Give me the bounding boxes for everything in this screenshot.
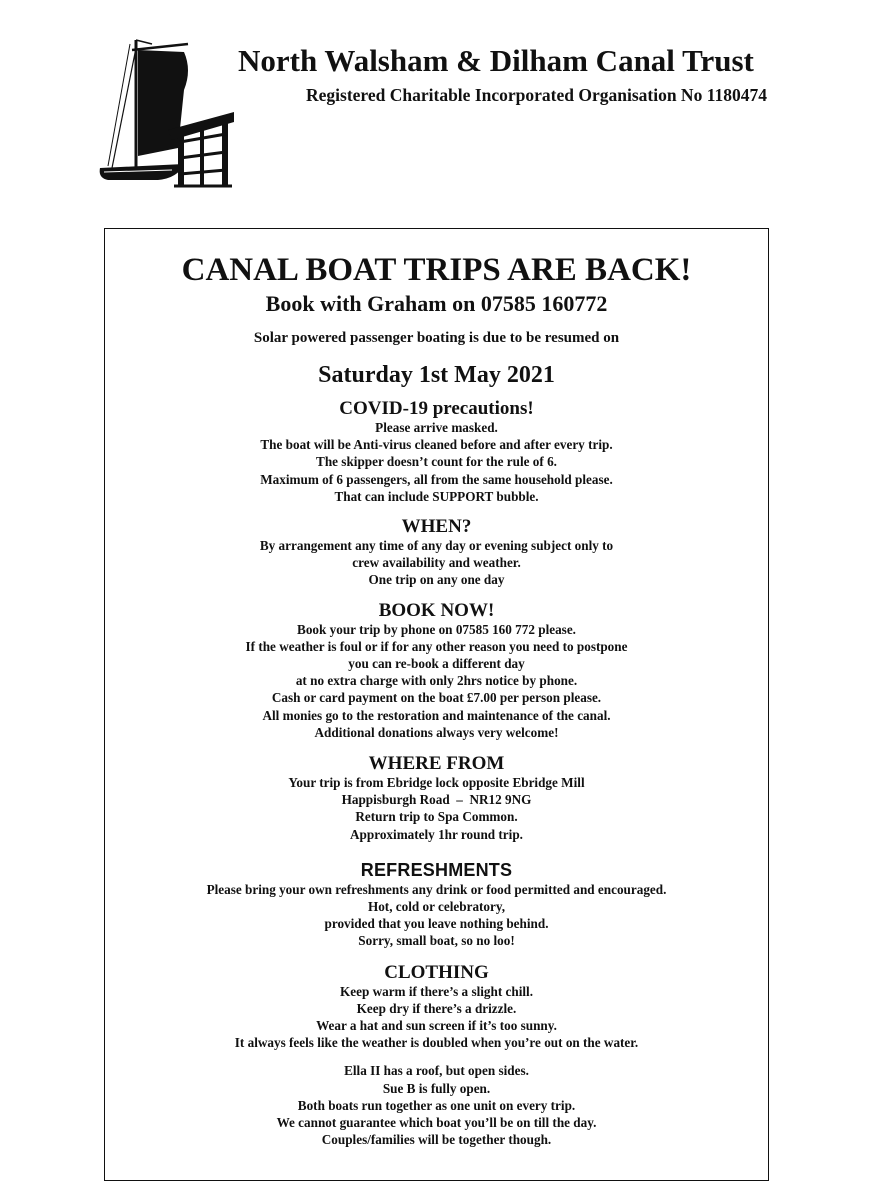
- section-line: you can re-book a different day: [348, 656, 525, 672]
- section-title: REFRESHMENTS: [360, 859, 513, 880]
- section-covid: [105, 398, 768, 505]
- booking-phone-line: Book with Graham on 07585 160772: [265, 291, 608, 316]
- section-line: It always feels like the weather is doubled when you’re out on the water.: [234, 1035, 639, 1051]
- section-line: provided that you leave nothing behind.: [324, 916, 549, 932]
- boats-line: Ella II has a roof, but open sides.: [344, 1063, 529, 1079]
- section-when: [105, 516, 768, 589]
- section-line: Additional donations always very welcome!: [314, 724, 559, 740]
- section-title: CLOTHING: [384, 961, 489, 983]
- section-refreshments: [105, 860, 768, 950]
- section-line: Maximum of 6 passengers, all from the same household please.: [260, 471, 613, 487]
- organisation-name: North Walsham & Dilham Canal Trust: [238, 43, 754, 78]
- section-title: BOOK NOW!: [378, 599, 495, 621]
- section-where-from: [105, 753, 768, 843]
- section-line: Cash or card payment on the boat £7.00 per person please.: [271, 690, 602, 706]
- boats-line: Sue B is fully open.: [382, 1080, 491, 1096]
- section-line: Please arrive masked.: [375, 420, 498, 435]
- section-line: Sorry, small boat, so no loo!: [358, 933, 515, 949]
- intro-text: Solar powered passenger boating is due to be resumed on: [253, 330, 620, 346]
- section-boats-note: [105, 1062, 768, 1148]
- section-line: The skipper doesn’t count for the rule of 6.: [316, 454, 557, 470]
- section-line: All monies go to the restoration and maintenance of the canal.: [262, 707, 611, 723]
- section-line: Return trip to Spa Common.: [355, 809, 518, 825]
- boats-line: We cannot guarantee which boat you’ll be on till the day.: [276, 1115, 597, 1131]
- resume-date: Saturday 1st May 2021: [318, 362, 555, 388]
- section-line: at no extra charge with only 2hrs notice by phone.: [295, 673, 578, 689]
- section-line: That can include SUPPORT bubble.: [334, 488, 539, 504]
- flyer-headline: CANAL BOAT TRIPS ARE BACK!: [181, 252, 692, 288]
- section-line: Your trip is from Ebridge lock opposite Ebridge Mill: [288, 775, 585, 791]
- section-line: Please bring your own refreshments any drink or food permitted and encouraged.: [206, 881, 667, 897]
- section-line: The boat will be Anti-virus cleaned before and after every trip.: [260, 437, 613, 453]
- section-line: Hot, cold or celebratory,: [367, 899, 506, 915]
- section-line: crew availability and weather.: [352, 555, 521, 571]
- section-line: Approximately 1hr round trip.: [350, 826, 523, 842]
- section-line: One trip on any one day: [368, 572, 505, 588]
- section-line: Wear a hat and sun screen if it’s too sunny.: [316, 1018, 557, 1034]
- section-line: Keep dry if there’s a drizzle.: [356, 1000, 517, 1016]
- section-title: WHEN?: [401, 516, 472, 538]
- boats-line: Both boats run together as one unit on every trip.: [297, 1097, 576, 1113]
- section-line: Keep warm if there’s a slight chill.: [339, 983, 534, 999]
- section-line: If the weather is foul or if for any other reason you need to postpone: [245, 638, 628, 654]
- section-title: COVID-19 precautions!: [339, 398, 534, 419]
- section-book-now: [105, 600, 768, 741]
- wherry-lock-logo-icon: [92, 30, 242, 190]
- section-clothing: [105, 962, 768, 1052]
- flyer-box: [104, 228, 769, 1181]
- section-line: Happisburgh Road – NR12 9NG: [341, 792, 532, 808]
- boats-line: Couples/families will be together though.: [321, 1132, 552, 1148]
- section-line: Book your trip by phone on 07585 160 772 please.: [297, 621, 576, 637]
- section-line: By arrangement any time of any day or evening subject only to: [259, 538, 614, 554]
- registration-number: Registered Charitable Incorporated Organisation No 1180474: [306, 85, 767, 105]
- section-title: WHERE FROM: [368, 753, 505, 775]
